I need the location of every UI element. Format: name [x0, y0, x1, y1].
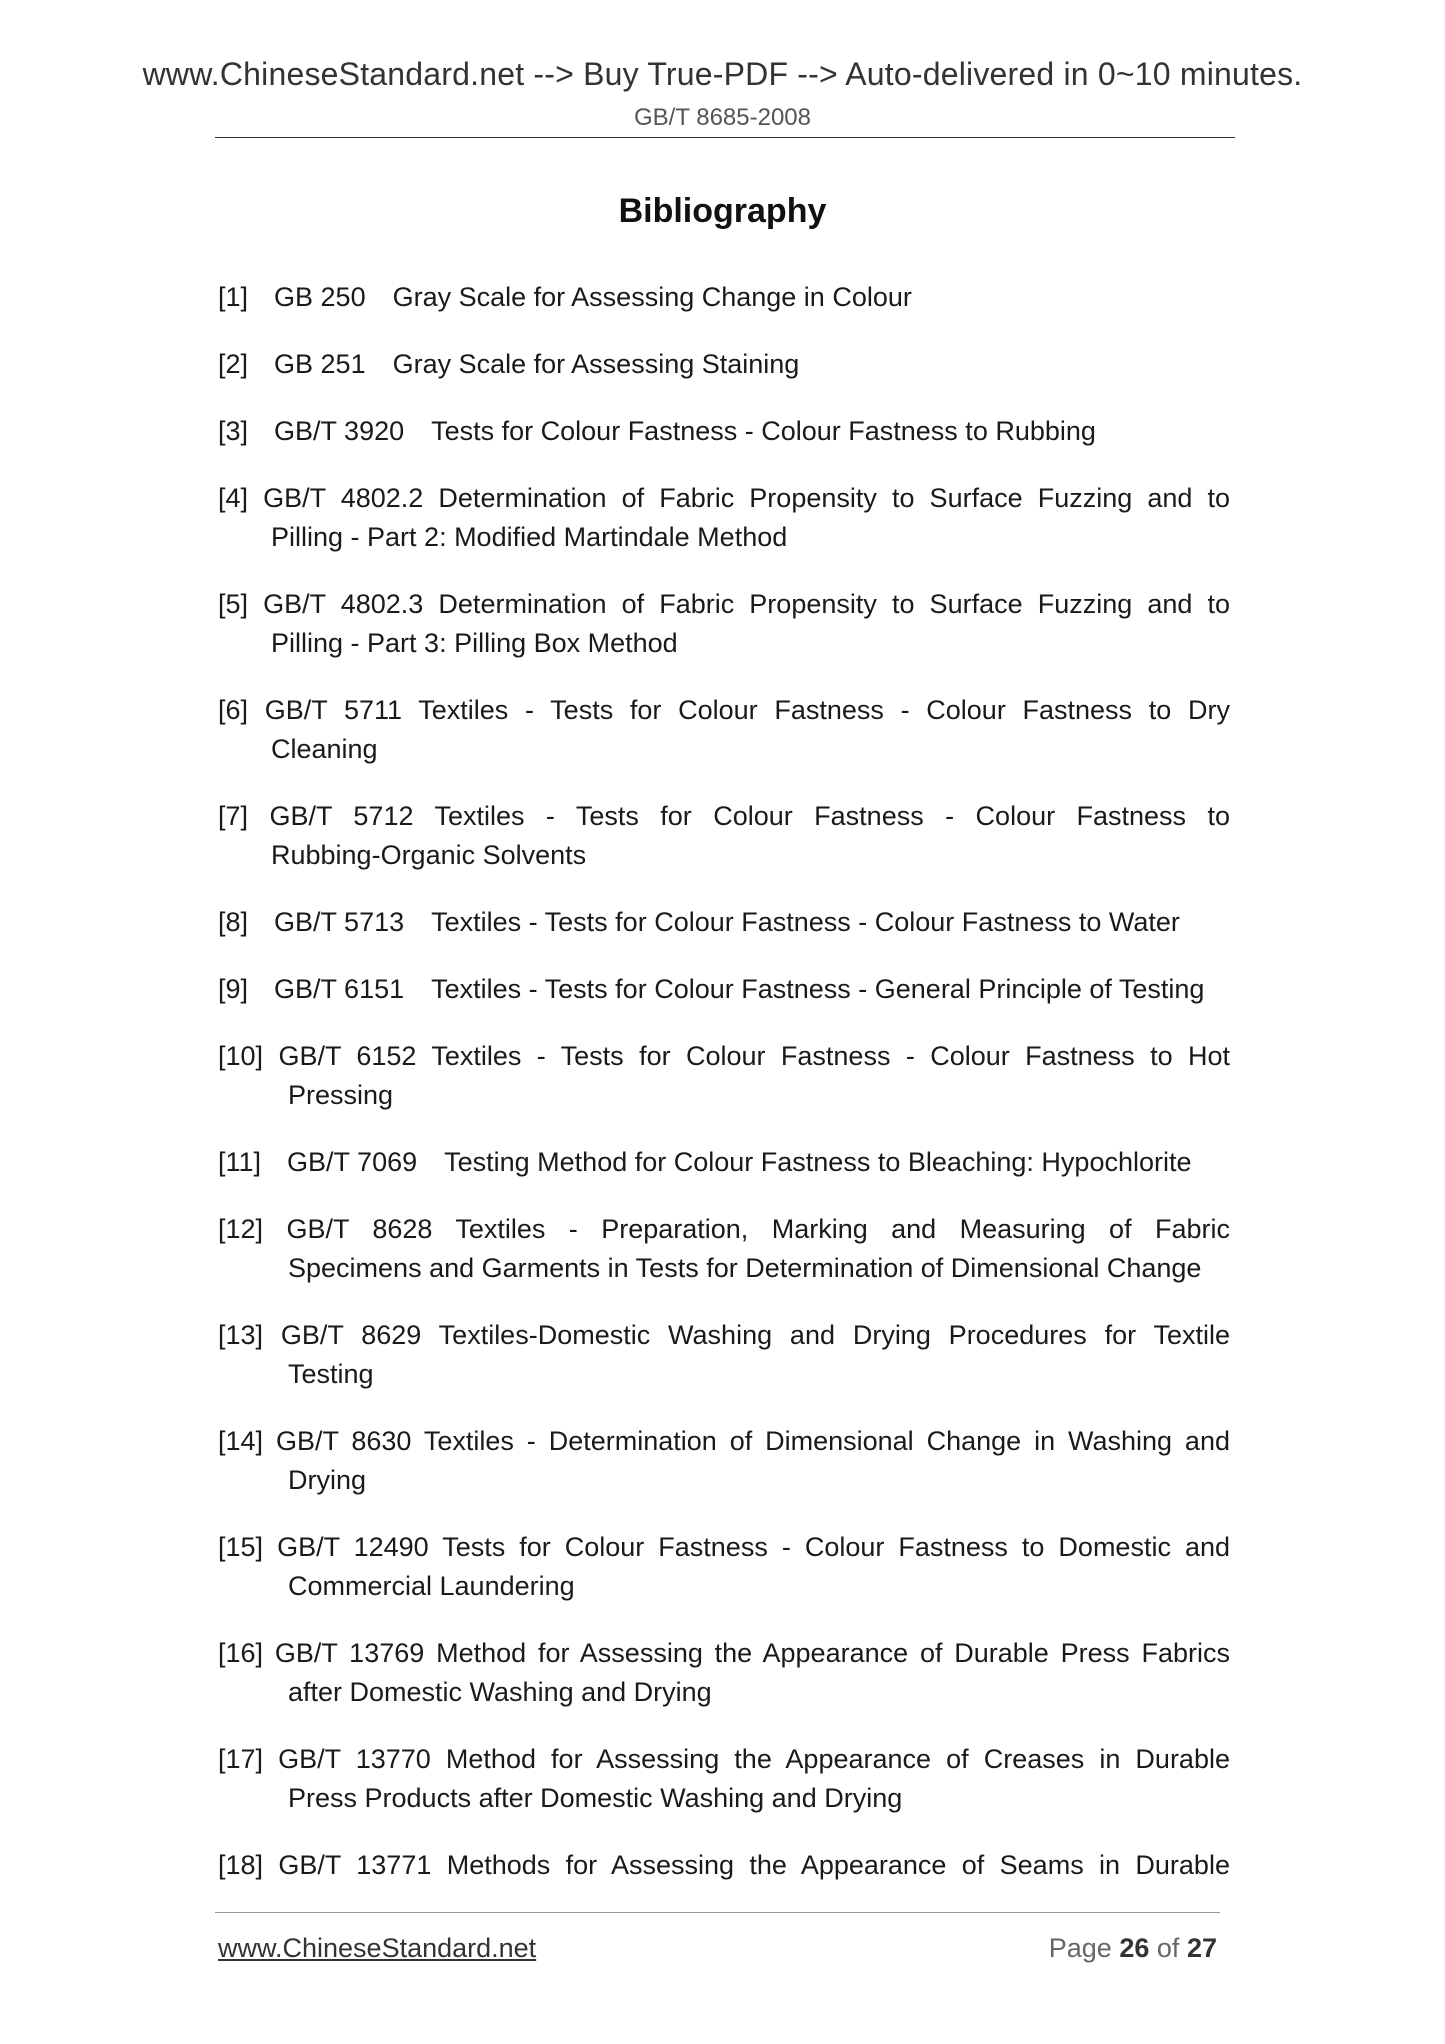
entry-title: Determination of Fabric Propensity to Surface Fuzzing and to: [438, 483, 1230, 513]
page-title: Bibliography: [618, 192, 827, 230]
bibliography-entry: [218, 278, 1230, 317]
entry-number: [15]: [218, 1532, 264, 1562]
entry-number: [11]: [218, 1147, 262, 1177]
bibliography-entry: [218, 1528, 1230, 1606]
entry-title: Determination of Fabric Propensity to Surface Fuzzing and to: [438, 589, 1230, 619]
entry-title-continuation: Commercial Laundering: [288, 1571, 575, 1601]
bibliography-entry: [218, 1143, 1230, 1182]
entry-number: [4]: [218, 483, 249, 513]
entry-code: GB/T 8628: [286, 1214, 433, 1244]
entry-title-continuation: Press Products after Domestic Washing and Drying: [288, 1783, 903, 1813]
entry-title: Testing Method for Colour Fastness to Bleaching: Hypochlorite: [444, 1147, 1192, 1177]
entry-number: [17]: [218, 1744, 264, 1774]
entry-number: [6]: [218, 695, 249, 725]
entry-title: Method for Assessing the Appearance of Durable Press Fabrics: [436, 1638, 1230, 1668]
bibliography-list: [218, 278, 1230, 1913]
bibliography-entry: [218, 1634, 1230, 1712]
document-id: GB/T 8685-2008: [633, 104, 811, 131]
page-number: [1049, 1933, 1217, 1964]
entry-code: GB/T 4802.3: [263, 589, 424, 619]
entry-number: [18]: [218, 1850, 264, 1880]
bibliography-entry: [218, 345, 1230, 384]
entry-number: [5]: [218, 589, 249, 619]
entry-number: [14]: [218, 1426, 264, 1456]
entry-code: GB/T 6151: [274, 974, 405, 1004]
entry-code: GB/T 6152: [278, 1041, 417, 1071]
entry-title: Textiles - Preparation, Marking and Measuring of Fabric: [455, 1214, 1230, 1244]
entry-number: [2]: [218, 349, 249, 379]
current-page: 26: [1119, 1933, 1150, 1963]
entry-title-continuation: Specimens and Garments in Tests for Determination of Dimensional Change: [288, 1253, 1202, 1283]
entry-title: Methods for Assessing the Appearance of Seams in Durable: [446, 1850, 1230, 1880]
bibliography-entry: [218, 1037, 1230, 1115]
entry-title: Tests for Colour Fastness - Colour Fastness to Domestic and: [442, 1532, 1231, 1562]
footer-divider: [215, 1912, 1220, 1913]
footer-website-link[interactable]: www.ChineseStandard.net: [218, 1933, 537, 1963]
entry-title-continuation: Pilling - Part 2: Modified Martindale Method: [271, 522, 788, 552]
entry-title-continuation: Rubbing-Organic Solvents: [271, 840, 587, 870]
entry-title-continuation: after Domestic Washing and Drying: [288, 1677, 712, 1707]
bibliography-entry: [218, 970, 1230, 1009]
entry-title: Textiles - Tests for Colour Fastness - Colour Fastness to Dry: [418, 695, 1230, 725]
entry-title-continuation: Cleaning: [271, 734, 378, 764]
entry-title-continuation: Pressing: [288, 1080, 394, 1110]
entry-code: GB/T 13770: [278, 1744, 431, 1774]
entry-code: GB/T 5712: [269, 801, 414, 831]
entry-code: GB/T 7069: [287, 1147, 418, 1177]
entry-code: GB/T 13771: [278, 1850, 432, 1880]
entry-code: GB/T 5713: [274, 907, 405, 937]
entry-number: [13]: [218, 1320, 264, 1350]
entry-number: [8]: [218, 907, 249, 937]
bibliography-entry: [218, 585, 1230, 663]
header-banner: www.ChineseStandard.net --> Buy True-PDF --> Auto-delivered in 0~10 minutes.: [142, 56, 1303, 92]
entry-code: GB/T 12490: [277, 1532, 429, 1562]
entry-title-continuation: Drying: [288, 1465, 367, 1495]
entry-code: GB/T 13769: [274, 1638, 425, 1668]
entry-number: [9]: [218, 974, 249, 1004]
bibliography-entry: [218, 1846, 1230, 1885]
entry-title: Textiles - Tests for Colour Fastness - General Principle of Testing: [431, 974, 1205, 1004]
entry-code: GB/T 5711: [264, 695, 403, 725]
bibliography-entry: [218, 903, 1230, 942]
entry-title: Textiles - Tests for Colour Fastness - Colour Fastness to Water: [431, 907, 1180, 937]
entry-code: GB 250: [274, 282, 366, 312]
entry-title-continuation: Testing: [288, 1359, 374, 1389]
entry-code: GB/T 8629: [280, 1320, 422, 1350]
entry-code: GB 251: [274, 349, 366, 379]
page-prefix: Page: [1048, 1933, 1112, 1963]
total-pages: 27: [1186, 1933, 1217, 1963]
entry-code: GB/T 8630: [275, 1426, 412, 1456]
entry-number: [10]: [218, 1041, 264, 1071]
bibliography-entry: [218, 479, 1230, 557]
entry-title: Textiles - Tests for Colour Fastness - Colour Fastness to Hot: [431, 1041, 1230, 1071]
bibliography-entry: [218, 1422, 1230, 1500]
entry-title: Gray Scale for Assessing Change in Colour: [392, 282, 912, 312]
entry-title-continuation: Pilling - Part 3: Pilling Box Method: [271, 628, 678, 658]
bibliography-entry: [218, 1740, 1230, 1818]
entry-title: Tests for Colour Fastness - Colour Fastness to Rubbing: [431, 416, 1096, 446]
entry-number: [12]: [218, 1214, 264, 1244]
bibliography-entry: [218, 797, 1230, 875]
entry-title: Method for Assessing the Appearance of Creases in Durable: [445, 1744, 1230, 1774]
entry-number: [3]: [218, 416, 249, 446]
page-of: of: [1156, 1933, 1180, 1963]
entry-title: Textiles - Tests for Colour Fastness - Colour Fastness to: [434, 801, 1230, 831]
bibliography-entry: [218, 412, 1230, 451]
bibliography-entry: [218, 1316, 1230, 1394]
entry-title: Textiles - Determination of Dimensional Change in Washing and: [423, 1426, 1230, 1456]
bibliography-entry: [218, 1210, 1230, 1288]
entry-code: GB/T 4802.2: [263, 483, 424, 513]
header-divider: [215, 137, 1235, 138]
entry-number: [1]: [218, 282, 249, 312]
entry-number: [7]: [218, 801, 249, 831]
entry-title: Textiles-Domestic Washing and Drying Procedures for Textile: [438, 1320, 1230, 1350]
bibliography-entry: [218, 691, 1230, 769]
entry-code: GB/T 3920: [274, 416, 405, 446]
entry-number: [16]: [218, 1638, 264, 1668]
entry-title: Gray Scale for Assessing Staining: [392, 349, 800, 379]
